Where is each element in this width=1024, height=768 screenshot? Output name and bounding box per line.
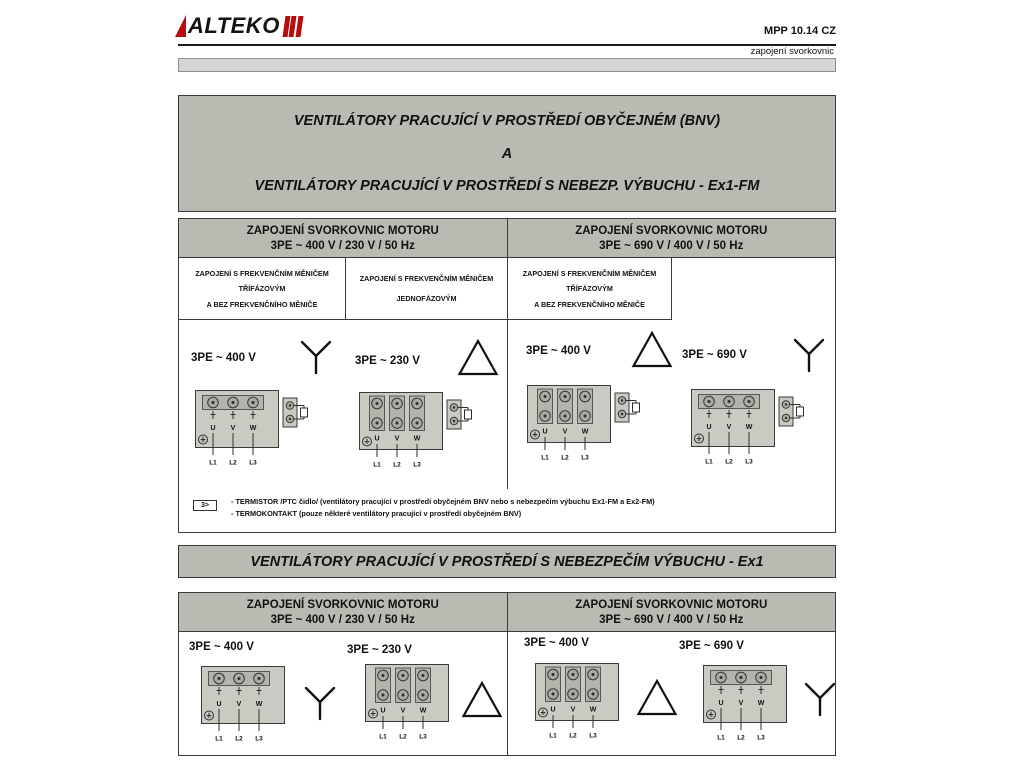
voltage-label: 3PE ~ 230 V [355, 355, 420, 367]
svg-text:L3: L3 [581, 454, 589, 462]
svg-text:W: W [249, 425, 257, 432]
logo-triangle-icon [175, 15, 186, 37]
logo-bars-icon [284, 15, 302, 37]
section1-left-header [178, 218, 508, 258]
svg-text:V: V [236, 701, 242, 708]
svg-text:L3: L3 [745, 458, 753, 466]
section1-col2-subheader [346, 258, 507, 320]
svg-text:L2: L2 [399, 733, 407, 741]
svg-text:W: W [255, 701, 263, 708]
subheader-line: A BEZ FREKVENČNÍHO MĚNIČE [206, 299, 318, 309]
terminal-board-diagram [687, 385, 813, 469]
terminal-board-diagram [197, 662, 289, 746]
section2-left-header [178, 592, 508, 632]
svg-text:L1: L1 [717, 734, 725, 742]
star-connection-icon [799, 678, 841, 718]
section1-diagram-area [178, 258, 836, 491]
svg-text:L3: L3 [757, 734, 765, 742]
section2-right-header [508, 592, 837, 632]
section2-column-headers [178, 592, 836, 632]
voltage-label: 3PE ~ 400 V [191, 352, 256, 364]
delta-connection-icon [636, 678, 678, 718]
svg-text:U: U [374, 435, 380, 443]
svg-text:L1: L1 [209, 459, 217, 467]
svg-text:W: W [757, 700, 765, 707]
thermistor-marker: 3> [193, 500, 217, 511]
terminal-board-diagram [523, 381, 649, 465]
svg-text:U: U [542, 428, 548, 436]
header-line: ZAPOJENÍ SVORKOVNIC MOTORU [575, 224, 768, 237]
svg-text:L1: L1 [705, 458, 713, 466]
section1-right-header [508, 218, 837, 258]
svg-text:U: U [216, 701, 222, 708]
subheader-line: JEDNOFÁZOVÝM [396, 294, 457, 304]
terminal-board-diagram [699, 661, 791, 745]
svg-text:L3: L3 [255, 735, 263, 743]
subheader-line: ZAPOJENÍ S FREKVENČNÍM MĚNIČEM [195, 268, 329, 278]
note-line: - TERMOKONTAKT (pouze některé ventilátory pracující v prostředí obyčejném BNV) [231, 508, 522, 518]
svg-text:W: W [413, 435, 421, 443]
subheader-line: ZAPOJENÍ S FREKVENČNÍM MĚNIČEM [359, 273, 494, 283]
svg-text:L3: L3 [419, 733, 427, 741]
voltage-label: 3PE ~ 690 V [682, 349, 747, 361]
subheader-line: TŘÍFÁZOVÝM [238, 284, 286, 293]
note-text [231, 496, 655, 519]
section1-title-box [178, 95, 836, 212]
svg-text:W: W [745, 424, 753, 431]
alteko-logo [175, 11, 301, 37]
subheader-line: ZAPOJENÍ S FREKVENČNÍM MĚNIČEM [522, 268, 657, 278]
svg-text:U: U [718, 700, 724, 707]
header-voltage-line: 3PE ~ 400 V / 230 V / 50 Hz [270, 613, 415, 626]
voltage-label: 3PE ~ 400 V [524, 637, 589, 649]
section1-col3-subheader [508, 258, 672, 320]
svg-text:L1: L1 [379, 733, 387, 741]
svg-text:L3: L3 [249, 459, 257, 467]
delta-connection-icon [631, 330, 673, 370]
page-subtitle: zapojení svorkovnic [750, 46, 834, 57]
header-line: ZAPOJENÍ SVORKOVNIC MOTORU [246, 224, 439, 237]
svg-text:L2: L2 [393, 461, 401, 469]
svg-text:V: V [400, 707, 406, 715]
svg-text:V: V [726, 424, 732, 431]
svg-text:V: V [570, 706, 576, 714]
section1-title-line3: VENTILÁTORY PRACUJÍCÍ V PROSTŘEDÍ S NEBEZP. VÝBUCHU - Ex1-FM [254, 178, 760, 195]
svg-text:U: U [550, 706, 556, 714]
section2-title: VENTILÁTORY PRACUJÍCÍ V PROSTŘEDÍ S NEBEZPEČÍM VÝBUCHU - Ex1 [178, 545, 836, 578]
logo-text: ALTEKO [188, 13, 280, 38]
svg-text:W: W [581, 428, 589, 436]
svg-text:W: W [589, 706, 597, 714]
svg-text:V: V [394, 435, 400, 443]
header-gray-bar [178, 58, 836, 72]
terminal-board-diagram [531, 659, 623, 743]
svg-text:V: V [562, 428, 568, 436]
svg-text:U: U [210, 425, 216, 432]
voltage-label: 3PE ~ 690 V [679, 640, 744, 652]
terminal-board-diagram [191, 386, 317, 470]
terminal-board-diagram [355, 388, 481, 472]
svg-text:L2: L2 [569, 732, 577, 740]
center-divider [507, 632, 508, 755]
delta-connection-icon [457, 338, 499, 378]
svg-text:L2: L2 [235, 735, 243, 743]
subheader-line: A BEZ FREKVENČNÍHO MĚNIČE [534, 299, 645, 309]
voltage-label: 3PE ~ 230 V [347, 644, 412, 656]
svg-text:W: W [419, 707, 427, 715]
svg-text:L1: L1 [373, 461, 381, 469]
header-line: ZAPOJENÍ SVORKOVNIC MOTORU [575, 598, 768, 611]
svg-text:L1: L1 [541, 454, 549, 462]
header-divider [178, 44, 836, 46]
voltage-label: 3PE ~ 400 V [526, 345, 591, 357]
header-voltage-line: 3PE ~ 400 V / 230 V / 50 Hz [270, 239, 415, 252]
svg-text:V: V [738, 700, 744, 707]
header-line: ZAPOJENÍ SVORKOVNIC MOTORU [246, 598, 439, 611]
header-voltage-line: 3PE ~ 690 V / 400 V / 50 Hz [599, 239, 744, 252]
document-page [178, 0, 836, 768]
svg-text:L2: L2 [725, 458, 733, 466]
note-line: - TERMISTOR /PTC čidlo/ (ventilátory pracující v prostředí obyčejném BNV nebo s nebezpečím výbuchu Ex1-FM a Ex2-FM) [231, 497, 655, 506]
star-connection-icon [295, 336, 337, 376]
svg-text:U: U [380, 707, 386, 715]
svg-text:U: U [706, 424, 712, 431]
svg-text:L2: L2 [229, 459, 237, 467]
star-connection-icon [788, 334, 830, 374]
section1-title-line2: A [501, 145, 513, 162]
delta-connection-icon [461, 680, 503, 720]
document-code: MPP 10.14 CZ [764, 25, 836, 37]
note-box [178, 489, 836, 533]
star-connection-icon [299, 682, 341, 722]
header-voltage-line: 3PE ~ 690 V / 400 V / 50 Hz [599, 613, 744, 626]
svg-text:L1: L1 [549, 732, 557, 740]
subheader-line: TŘÍFÁZOVÝM [566, 284, 613, 293]
section2-diagram-area [178, 632, 836, 756]
svg-text:L2: L2 [561, 454, 569, 462]
section1-col1-subheader [179, 258, 346, 320]
section1-column-headers [178, 218, 836, 258]
section1-title-line1: VENTILÁTORY PRACUJÍCÍ V PROSTŘEDÍ OBYČEJNÉM (BNV) [293, 112, 721, 129]
svg-text:L2: L2 [737, 734, 745, 742]
svg-text:L1: L1 [215, 735, 223, 743]
terminal-board-diagram [361, 660, 453, 744]
voltage-label: 3PE ~ 400 V [189, 641, 254, 653]
svg-text:L3: L3 [589, 732, 597, 740]
logo-bar [295, 16, 302, 37]
svg-text:V: V [230, 425, 236, 432]
svg-text:L3: L3 [413, 461, 421, 469]
